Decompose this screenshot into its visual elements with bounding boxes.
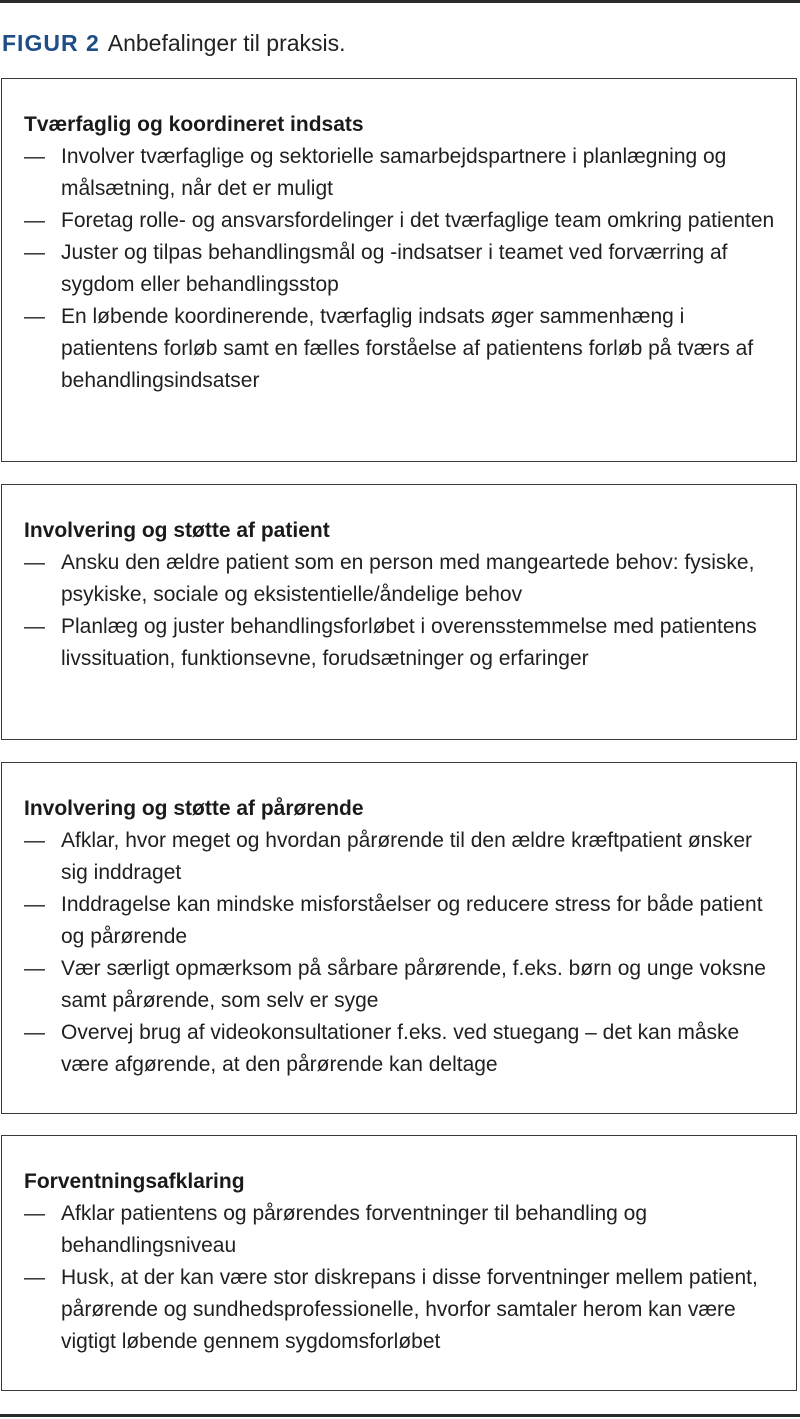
recommendation-list <box>24 1198 776 1358</box>
dash-bullet: — <box>24 551 45 574</box>
section-box-patient <box>1 484 797 740</box>
list-item <box>24 1198 776 1262</box>
top-rule <box>0 0 800 3</box>
list-item <box>24 1262 776 1358</box>
list-item-text: Juster og tilpas behandlingsmål og -indsatser i teamet ved forværring af sygdom eller behandlingsstop <box>61 241 728 296</box>
dash-bullet: — <box>24 1266 45 1289</box>
list-item <box>24 301 776 397</box>
list-item <box>24 1017 776 1081</box>
bottom-rule <box>0 1414 800 1417</box>
dash-bullet: — <box>24 305 45 328</box>
recommendation-list <box>24 547 776 675</box>
recommendation-list <box>24 825 776 1081</box>
list-item <box>24 237 776 301</box>
list-item-text: Inddragelse kan mindske misforståelser og reducere stress for både patient og pårørende <box>61 893 763 948</box>
dash-bullet: — <box>24 615 45 638</box>
section-box-tvaerfaglig <box>1 78 797 462</box>
dash-bullet: — <box>24 1202 45 1225</box>
figure-label: FIGUR 2 <box>2 30 100 56</box>
section-box-paaroerende <box>1 762 797 1114</box>
list-item-text: Husk, at der kan være stor diskrepans i disse forventninger mellem patient, pårørende og sundhedsprofessionelle, hvorfor samtaler herom kan være vigtigt løbende gennem sygdomsforløbet <box>61 1266 758 1353</box>
dash-bullet: — <box>24 893 45 916</box>
list-item <box>24 953 776 1017</box>
list-item-text: En løbende koordinerende, tværfaglig indsats øger sammenhæng i patientens forløb samt en fælles forståelse af patientens forløb på tværs af behandlingsindsatser <box>61 305 754 392</box>
dash-bullet: — <box>24 241 45 264</box>
list-item-text: Planlæg og juster behandlingsforløbet i overensstemmelse med patientens livssituation, funktionsevne, forudsætninger og erfaringer <box>61 615 757 670</box>
dash-bullet: — <box>24 1021 45 1044</box>
list-item <box>24 825 776 889</box>
list-item-text: Overvej brug af videokonsultationer f.eks. ved stuegang – det kan måske være afgørende, at den pårørende kan deltage <box>61 1021 740 1076</box>
section-title: Forventningsafklaring <box>24 1170 245 1193</box>
dash-bullet: — <box>24 829 45 852</box>
section-box-forventningsafklaring <box>1 1135 797 1391</box>
figure-caption: Anbefalinger til praksis. <box>107 30 346 56</box>
list-item-text: Vær særligt opmærksom på sårbare pårørende, f.eks. børn og unge voksne samt pårørende, som selv er syge <box>61 957 766 1012</box>
list-item-text: Afklar, hvor meget og hvordan pårørende til den ældre kræftpatient ønsker sig inddraget <box>61 829 753 884</box>
list-item <box>24 889 776 953</box>
recommendation-list <box>24 141 776 397</box>
dash-bullet: — <box>24 145 45 168</box>
dash-bullet: — <box>24 209 45 232</box>
section-title: Involvering og støtte af patient <box>24 519 330 542</box>
list-item <box>24 611 776 675</box>
list-item-text: Afklar patientens og pårørendes forventninger til behandling og behandlingsniveau <box>61 1202 648 1257</box>
section-title: Tværfaglig og koordineret indsats <box>24 113 364 136</box>
list-item-text: Foretag rolle- og ansvarsfordelinger i det tværfaglige team omkring patienten <box>61 209 775 232</box>
list-item <box>24 141 776 205</box>
section-title: Involvering og støtte af pårørende <box>24 797 364 820</box>
list-item <box>24 205 776 237</box>
list-item-text: Involver tværfaglige og sektorielle samarbejdspartnere i planlægning og målsætning, når det er muligt <box>61 145 727 200</box>
list-item-text: Ansku den ældre patient som en person med mangeartede behov: fysiske, psykiske, sociale og eksistentielle/åndelige behov <box>61 551 755 606</box>
figure-heading <box>2 28 346 58</box>
list-item <box>24 547 776 611</box>
dash-bullet: — <box>24 957 45 980</box>
